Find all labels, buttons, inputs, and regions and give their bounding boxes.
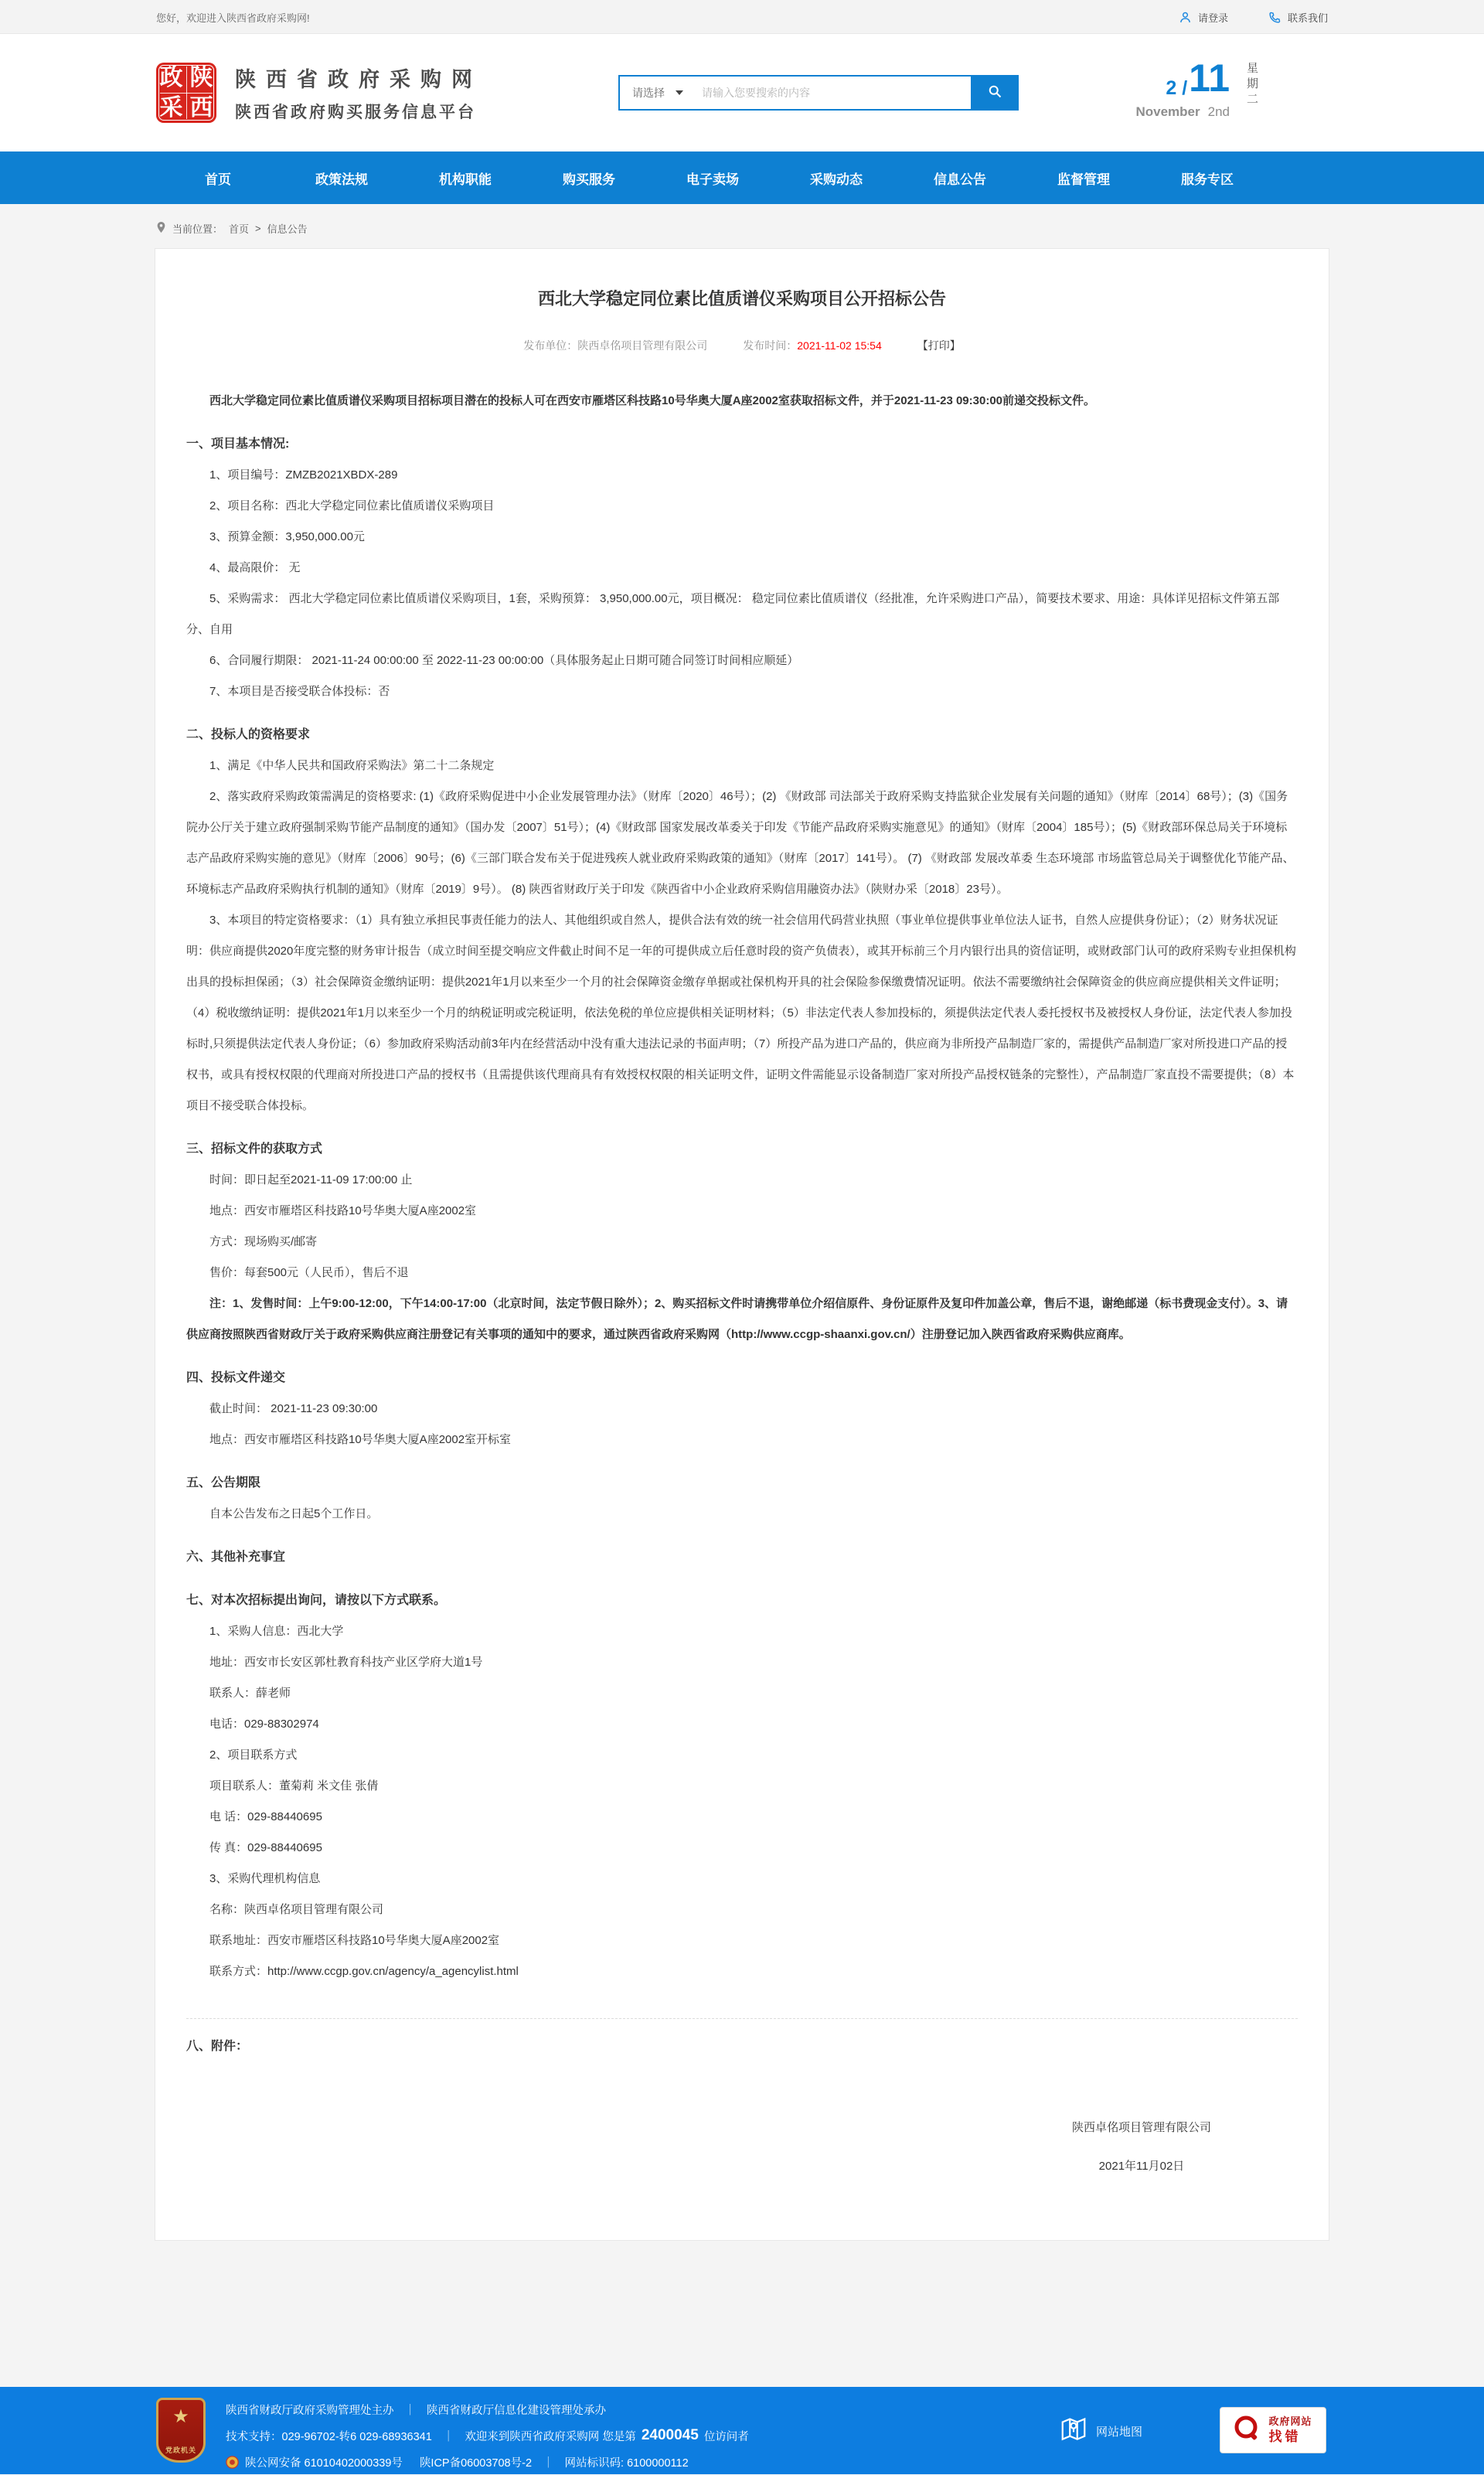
main-nav — [0, 151, 1484, 204]
article-paragraph: 2、落实政府采购政策需满足的资格要求: (1)《政府采购促进中小企业发展管理办法》（财库〔2020〕46号）；(2) 《财政部 司法部关于政府采购支持监狱企业发展有关问题的通知》（财库〔2014〕68号）；(3)《国务院办公厅关于建立政府强制采购节能产品制度的通知》（国办发〔2007〕51号）；(4)《财政部 国家发展改革委关于印发《节能产品政府采购实施意见》的通知》（财库〔2004〕185号）；(5)《财政部环保总局关于环境标志产品政府采购实施的意见》（财库〔2006〕90号；(6)《三部门联合发布关于促进残疾人就业政府采购政策的通知》（财库〔2017〕141号）。 (7) 《财政部 发展改革委 生态环境部 市场监管总局关于调整优化节能产品、环境标志产品政府采购执行机制的通知》（财库〔2019〕9号）。 (8) 陕西省财政厅关于印发《陕西省中小企业政府采购信用融资办法》（陕财办采〔2018〕23号）。 — [186, 790, 1295, 896]
logo-char: 西 — [189, 94, 213, 121]
nav-item-3[interactable]: 购买服务 — [563, 172, 615, 187]
article-paragraph: 6、合同履行期限： 2021-11-24 00:00:00 至 2022-11-23 00:00:00（具体服务起止日期可随合同签订时间相应顺延） — [209, 654, 799, 667]
error-badge-subtitle: 找错 — [1268, 2429, 1302, 2444]
article-meta — [186, 338, 1298, 353]
location-pin-icon — [156, 221, 166, 236]
breadcrumb-bar — [0, 204, 1484, 248]
section-heading: 一、项目基本情况: — [186, 437, 290, 451]
signature-block — [186, 2109, 1298, 2186]
footer-co-organizer: 陕西省财政厅信息化建设管理处承办 — [427, 2404, 606, 2417]
publisher-label: 发布单位： — [523, 339, 578, 352]
article-paragraph: 名称：陕西卓佲项目管理有限公司 — [209, 1903, 384, 1916]
article-paragraph: 传 真：029-88440695 — [209, 1841, 322, 1854]
section-heading: 五、公告期限 — [186, 1476, 261, 1489]
visitor-text-suffix: 位访问者 — [703, 2430, 749, 2443]
site-subtitle: 陕西省政府购买服务信息平台 — [235, 104, 476, 121]
breadcrumb-prefix: 当前位置： — [172, 223, 223, 235]
publisher — [523, 338, 707, 353]
login-label: 请登录 — [1197, 12, 1228, 24]
signature-company: 陕西卓佲项目管理有限公司 — [1071, 2121, 1211, 2134]
article-paragraph: 联系人：薛老师 — [209, 1687, 291, 1700]
date-month: November — [1135, 104, 1200, 119]
search-icon — [987, 83, 1002, 103]
site-footer — [0, 2387, 1484, 2474]
section-heading: 七、对本次招标提出询问，请按以下方式联系。 — [186, 1594, 447, 1607]
logo-char: 采 — [159, 94, 183, 121]
contact-link[interactable] — [1268, 10, 1328, 25]
article-paragraph: 2、项目联系方式 — [209, 1748, 298, 1762]
article-paragraph: 地点：西安市雁塔区科技路10号华奥大厦A座2002室开标室 — [209, 1433, 512, 1446]
date-weekday: 星期二 — [1245, 62, 1258, 108]
article-paragraph: 1、采购人信息：西北大学 — [209, 1625, 344, 1638]
nav-item-4[interactable]: 电子卖场 — [686, 172, 739, 187]
site-logo[interactable] — [156, 63, 216, 123]
article-paragraph: 5、采购需求： 西北大学稳定同位素比值质谱仪采购项目，1套，采购预算： 3,950,000.00元，项目概况： 稳定同位素比值质谱仪（经批准，允许采购进口产品），简要技术要求、用途：具体详见招标文件第五部分、自用 — [186, 592, 1280, 636]
article-paragraph: 方式：现场购买/邮寄 — [209, 1235, 318, 1248]
publish-time-label: 发布时间： — [743, 339, 798, 352]
article-paragraph: 注：1、发售时间：上午9:00-12:00，下午14:00-17:00（北京时间，法定节假日除外）；2、购买招标文件时请携带单位介绍信原件、身份证原件及复印件加盖公章，售后不退，谢绝邮递（标书费现金支付）。3、请供应商按照陕西省财政厅关于政府采购供应商注册登记有关事项的通知中的要求，通过陕西省政府采购网（http://www.ccgp-shaanxi.gov.cn/）注册登记加入陕西省政府采购供应商库。 — [186, 1297, 1288, 1341]
article-paragraph: 联系地址：西安市雁塔区科技路10号华奥大厦A座2002室 — [209, 1934, 500, 1947]
nav-item-5[interactable]: 采购动态 — [810, 172, 863, 187]
star-icon: ★ — [172, 2406, 189, 2427]
logo-char: 政 — [159, 64, 183, 90]
icp-record-number[interactable]: 陕ICP备06003708号-2 — [419, 2456, 533, 2470]
site-id-code: 网站标识码: 6100000112 — [564, 2456, 689, 2470]
search-input[interactable] — [697, 77, 971, 109]
nav-item-8[interactable]: 服务专区 — [1181, 172, 1234, 187]
article-paragraph: 项目联系人：董菊莉 米文佳 张倩 — [209, 1779, 379, 1792]
welcome-text: 您好，欢迎进入陕西省政府采购网! — [156, 12, 310, 24]
site-title: 陕西省政府采购网 — [235, 68, 482, 91]
search-box — [618, 75, 1019, 111]
article-paragraph: 电话：029-88302974 — [209, 1718, 319, 1731]
article-paragraph: 自本公告发布之日起5个工作日。 — [209, 1507, 379, 1520]
party-government-emblem-icon — [156, 2398, 206, 2463]
breadcrumb-current[interactable]: 信息公告 — [267, 223, 308, 235]
breadcrumb-home[interactable]: 首页 — [229, 223, 250, 235]
user-icon — [1179, 11, 1192, 24]
article-paragraph: 电 话：029-88440695 — [209, 1810, 322, 1823]
site-header — [0, 34, 1484, 151]
article-paragraph: 截止时间： 2021-11-23 09:30:00 — [209, 1402, 378, 1415]
nav-item-6[interactable]: 信息公告 — [934, 172, 986, 187]
emblem-label: 党政机关 — [165, 2446, 196, 2454]
article-paragraph: 地点：西安市雁塔区科技路10号华奥大厦A座2002室 — [209, 1204, 477, 1217]
nav-item-0[interactable]: 首页 — [205, 172, 231, 187]
visitor-text-prefix: 欢迎来到陕西省政府采购网 您是第 — [465, 2430, 636, 2443]
article-paragraph: 3、本项目的特定资格要求：（1）具有独立承担民事责任能力的法人、其他组织或自然人，提供合法有效的统一社会信用代码营业执照（事业单位提供事业单位法人证书，自然人应提供身份证）；（2）财务状况证明：供应商提供2020年度完整的财务审计报告（成立时间至提交响应文件截止时间不足一年的可提供成立后任意时段的资产负债表），或其开标前三个月内银行出具的资信证明，或财政部门认可的政府采购专业担保机构出具的投标担保函；（3）社会保障资金缴纳证明：提供2021年1月以来至少一个月的社会保障资金缴存单据或社保机构开具的社会保险参保缴费情况证明。依法不需要缴纳社会保障资金的供应商应提供相关文件证明；（4）税收缴纳证明：提供2021年1月以来至少一个月的纳税证明或完税证明，依法免税的单位应提供相关证明材料；（5）非法定代表人参加投标的，须提供法定代表人委托授权书及被授权人身份证，法定代表人参加投标时,只须提供法定代表人身份证；（6）参加政府采购活动前3年内在经营活动中没有重大违法记录的书面声明；（7）所投产品为进口产品的，供应商为非所投产品制造厂家的，需提供产品制造厂家对所投进口产品的授权书，或具有授权权限的代理商对所投进口产品的授权书（且需提供该代理商具有有效授权权限的相关证明文件，证明文件需能显示设备制造厂家对所投产品授权链条的完整性），产品制造厂家直投不需要提供；（8）本项目不接受联合体投标。 — [186, 914, 1296, 1112]
article-paragraph: 7、本项目是否接受联合体投标：否 — [209, 685, 390, 698]
signature-date: 2021年11月02日 — [1098, 2160, 1185, 2173]
article-paragraph: 3、预算金额：3,950,000.00元 — [209, 530, 365, 543]
article-paragraph: 2、项目名称：西北大学稳定同位素比值质谱仪采购项目 — [209, 499, 495, 512]
search-button[interactable] — [971, 75, 1019, 111]
chevron-down-icon — [676, 90, 683, 95]
footer-organizer: 陕西省财政厅政府采购管理处主办 — [226, 2404, 394, 2417]
article-paragraph: 售价：每套500元（人民币），售后不退 — [209, 1266, 409, 1279]
visitor-count: 2400045 — [641, 2427, 699, 2443]
police-record-number[interactable]: 陕公网安备 61010402000339号 — [245, 2456, 403, 2470]
article-body — [186, 386, 1298, 2186]
article-paragraph: 西北大学稳定同位素比值质谱仪采购项目招标项目潜在的投标人可在西安市雁塔区科技路10号华奥大厦A座2002室获取招标文件，并于2021-11-23 09:30:00前递交投标文件。 — [209, 394, 1096, 407]
date-day-small: 2 / — [1166, 77, 1188, 99]
publish-time — [743, 338, 882, 353]
breadcrumb — [156, 221, 1328, 236]
public-security-badge-icon — [226, 2456, 239, 2469]
print-button[interactable]: 【打印】 — [917, 339, 961, 352]
error-badge-title: 政府网站 — [1268, 2415, 1312, 2427]
page-title: 西北大学稳定同位素比值质谱仪采购项目公开招标公告 — [537, 289, 946, 308]
nav-item-1[interactable]: 政策法规 — [315, 172, 368, 187]
map-icon — [1059, 2415, 1088, 2447]
footer-line-2: 技术支持：029-96702-转6 029-68936341 ｜ 欢迎来到陕西省政府采购网 您是第 2400045 位访问者 — [226, 2427, 749, 2443]
publisher-value: 陕西卓佲项目管理有限公司 — [577, 339, 708, 352]
search-category-select[interactable] — [620, 85, 697, 100]
footer-line-1: 陕西省财政厅政府采购管理处主办 ｜ 陕西省财政厅信息化建设管理处承办 — [226, 2396, 749, 2422]
breadcrumb-separator: > — [255, 223, 261, 234]
footer-line-3: 陕公网安备 61010402000339号 陕ICP备06003708号-2 ｜ 网站标识码: 6100000112 — [226, 2449, 749, 2475]
section-heading: 四、投标文件递交 — [186, 1371, 286, 1384]
section-heading: 二、投标人的资格要求 — [186, 728, 311, 741]
error-report-logo-icon — [1234, 2415, 1261, 2446]
date-widget — [1135, 56, 1292, 120]
date-day-big: 11 — [1189, 56, 1230, 100]
contact-label: 联系我们 — [1287, 12, 1328, 24]
login-link[interactable] — [1179, 10, 1228, 25]
article-paragraph: 地址：西安市长安区郭杜教育科技产业区学府大道1号 — [209, 1656, 483, 1669]
footer-tech-support: 技术支持：029-96702-转6 029-68936341 — [226, 2430, 432, 2443]
sitemap-link[interactable] — [1059, 2415, 1142, 2447]
article-paragraph: 4、最高限价： 无 — [209, 561, 301, 574]
article-paragraph: 1、满足《中华人民共和国政府采购法》第二十二条规定 — [209, 759, 495, 772]
section-heading: 三、招标文件的获取方式 — [186, 1142, 323, 1156]
sitemap-label: 网站地图 — [1095, 2425, 1142, 2439]
date-ordinal: 2nd — [1207, 104, 1230, 119]
article-paragraph: 1、项目编号：ZMZB2021XBDX-289 — [209, 468, 398, 482]
nav-item-7[interactable]: 监督管理 — [1057, 172, 1110, 187]
publish-time-value: 2021-11-02 15:54 — [797, 339, 882, 352]
logo-char: 陕 — [189, 64, 213, 90]
section-heading: 六、其他补充事宜 — [186, 1551, 286, 1564]
article-paragraph: 3、采购代理机构信息 — [209, 1872, 321, 1885]
attachment-divider — [186, 2018, 1298, 2019]
article-paragraph: 时间：即日起至2021-11-09 17:00:00 止 — [209, 1173, 413, 1186]
article-paragraph: 联系方式：http://www.ccgp.gov.cn/agency/a_agencylist.html — [209, 1965, 519, 1978]
announcement-card — [155, 248, 1329, 2241]
phone-icon — [1268, 11, 1281, 24]
gov-site-error-report-badge[interactable] — [1220, 2407, 1326, 2453]
topbar — [0, 0, 1484, 34]
search-select-label: 请选择 — [632, 87, 665, 99]
section-heading: 八、附件： — [186, 2040, 249, 2053]
nav-item-2[interactable]: 机构职能 — [439, 172, 492, 187]
